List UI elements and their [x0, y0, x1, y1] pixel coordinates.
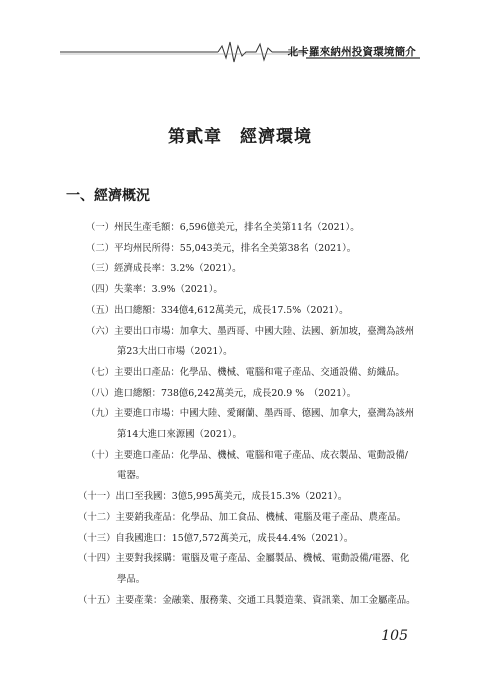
list-item [86, 243, 356, 255]
item-text: 主要進口產品：化學品、機械、電腦和電子產品、成衣製品、電動設備/ [114, 449, 408, 461]
item-number: （十二） [78, 511, 116, 523]
list-item [86, 222, 360, 234]
running-header [60, 32, 420, 72]
page-number: 105 [381, 628, 408, 644]
list-item [86, 388, 356, 400]
list-item [78, 595, 416, 607]
list-item [78, 533, 353, 545]
item-number: （十一） [78, 491, 116, 503]
list-item [86, 450, 408, 462]
item-number: （九） [86, 408, 115, 420]
header-title: 北卡羅來納州投資環境簡介 [287, 46, 416, 58]
item-text: 主要進口市場：中國大陸、愛爾蘭、墨西哥、德國、加拿大，臺灣為該州 [114, 408, 415, 420]
item-continuation: 學品。 [117, 573, 146, 585]
item-text: 主要銷我產品：化學品、加工食品、機械、電腦及電子產品、農產品。 [115, 511, 407, 523]
item-text: 州民生產毛額：6,596億美元，排名全美第11名（2021）。 [114, 222, 360, 233]
item-text: 主要出口市場：加拿大、墨西哥、中國大陸、法國、新加坡，臺灣為該州 [114, 325, 415, 337]
item-text: 進口總額：738億6,242萬美元，成長20.9 % （2021）。 [114, 387, 357, 399]
item-continuation: 第23大出口市場（2021）。 [117, 346, 233, 358]
list-item [86, 408, 414, 420]
item-text: 自我國進口：15億7,572萬美元，成長44.4%（2021）。 [115, 532, 354, 544]
item-text: 主要產業：金融業、服務業、交通工具製造業、資訊業、加工金屬產品。 [115, 594, 416, 606]
list-item [78, 553, 409, 565]
item-number: （十四） [78, 553, 116, 565]
item-text: 出口至我國：3億5,995萬美元，成長15.3%（2021）。 [115, 491, 348, 503]
list-item [78, 512, 406, 524]
list-item [78, 491, 347, 503]
item-text: 經濟成長率：3.2%（2021）。 [114, 263, 242, 275]
item-text: 平均州民所得：55,043美元，排名全美第38名（2021）。 [114, 242, 357, 254]
item-number: （八） [86, 387, 115, 399]
list-item [86, 305, 348, 317]
item-text: 主要對我採購：電腦及電子產品、金屬製品、機械、電動設備/電器、化 [115, 553, 410, 565]
item-number: （四） [86, 284, 115, 296]
item-text: 失業率：3.9%（2021）。 [114, 284, 223, 296]
item-number: （二） [86, 242, 115, 254]
list-item [86, 263, 242, 275]
item-continuation: 第14大進口來源國（2021）。 [117, 429, 242, 440]
list-item [86, 284, 223, 296]
item-continuation: 電器。 [117, 470, 146, 482]
item-text: 主要出口產品：化學品、機械、電腦和電子產品、交通設備、紡織品。 [114, 366, 405, 378]
item-number: （六） [86, 325, 115, 337]
item-text: 出口總額：334億4,612萬美元，成長17.5%（2021）。 [114, 304, 349, 316]
item-number: （十五） [78, 594, 116, 606]
list-item [86, 326, 414, 338]
chapter-title: 第貳章 經濟環境 [168, 127, 312, 147]
list-item [86, 367, 405, 379]
item-number: （七） [86, 366, 115, 378]
item-number: （五） [86, 304, 115, 316]
item-number: （三） [86, 263, 115, 275]
item-number: （一） [86, 222, 115, 233]
item-number: （十） [86, 449, 115, 461]
item-number: （十三） [78, 532, 116, 544]
section-title: 一、經濟概況 [66, 188, 150, 204]
